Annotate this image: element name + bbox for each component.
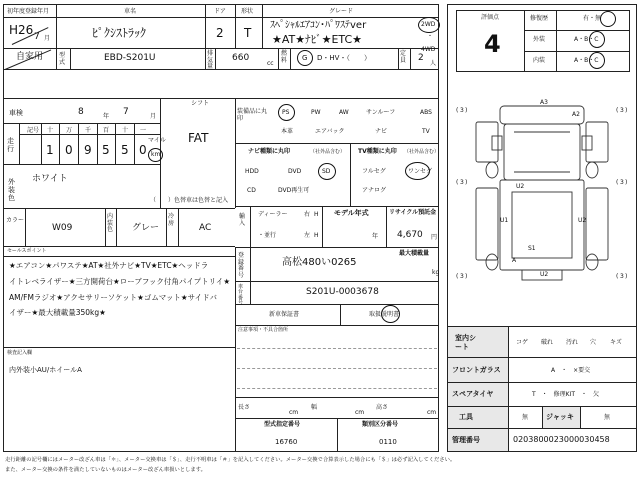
- svg-text:): ): [625, 107, 628, 114]
- first-reg-month: 7: [34, 32, 40, 42]
- interior-grade-circle: [589, 52, 605, 69]
- diagram-bracket-lt: (: [456, 107, 459, 114]
- grade-label: グレード: [329, 8, 354, 15]
- height-unit: cm: [427, 409, 437, 416]
- diagram-mark-u2b: U2: [516, 183, 525, 190]
- diagram-right-mirror: [582, 136, 592, 150]
- jack-label: ジャッキ: [546, 413, 574, 421]
- navi-dvd-play: DVD再生可: [278, 187, 310, 194]
- navi-sd: SD: [322, 168, 331, 175]
- import-h1: H: [314, 211, 319, 218]
- cc-unit: cc: [267, 60, 274, 67]
- footer-line-1: 走行距離の記号欄にはメーター改ざん車は「＊」、メーター交換車は「＄」、走行不明車は「＃」を記入してください。メーター交換で合算表示した場合にも「＄」は必ず記入してください。: [5, 457, 456, 463]
- recycle-yen: 円: [431, 234, 438, 241]
- tv-title: TV種類に丸印: [358, 148, 397, 155]
- usage: 自家用: [16, 52, 44, 62]
- inspection-year: 8: [78, 107, 84, 117]
- diagram-bracket-lb: (: [456, 273, 459, 280]
- diagram-mark-s1: S1: [528, 245, 536, 252]
- diagram-lr-wheel: [486, 254, 498, 270]
- diagram-right-front-door: [586, 122, 608, 162]
- door-label: ドア: [214, 8, 226, 15]
- mileage-digit-5: 0: [139, 143, 147, 157]
- first-reg-month-unit: 月: [44, 35, 51, 42]
- diagram-left-front-door: [476, 122, 498, 162]
- equip-ps: PS: [282, 109, 290, 116]
- mileage-digit-1: 0: [65, 143, 73, 157]
- svg-text:): ): [625, 273, 628, 280]
- repair-label: 修復歴: [530, 15, 549, 22]
- equip-aw: AW: [339, 109, 349, 116]
- diagram-left-mirror: [492, 136, 502, 150]
- notes-label: 注意事項・不具合箇所: [238, 327, 289, 333]
- model-value: EBD-S201U: [104, 53, 156, 63]
- import-label: 輸入: [239, 213, 246, 228]
- svg-text:3: 3: [460, 179, 464, 186]
- fuel-g: G: [302, 54, 308, 62]
- seat-item-4: キズ: [610, 339, 622, 346]
- first-reg-label: 初年度登録年月: [7, 8, 50, 15]
- inspector-note: 内外装小AU/ホイールA: [9, 366, 82, 374]
- diagram-mark-a3: A3: [540, 99, 548, 106]
- shift-value: FAT: [188, 131, 209, 145]
- repair-options: 有・無: [583, 15, 602, 22]
- inspection-month-unit: 月: [150, 113, 157, 120]
- drive-4wd: 4WD: [421, 46, 436, 53]
- color-change-note: （ ）色替車は色替と記入: [150, 197, 229, 204]
- sales-point-line-3: AM/FMラジオ★アクセサリーソケット★ゴムマット★サイドバ: [9, 293, 217, 302]
- displacement-value: 660: [232, 53, 250, 63]
- mileage-digit-2: 9: [84, 143, 92, 157]
- navi-sub: （社外品含む）: [310, 149, 346, 155]
- width-label: 幅: [311, 404, 318, 411]
- score-value: 4: [484, 30, 501, 58]
- diagram-mark-a: A: [512, 257, 517, 264]
- tools-value: 無: [522, 414, 529, 421]
- svg-text:3: 3: [460, 273, 464, 280]
- digit-h-5: 一: [140, 127, 147, 134]
- glass-options: A ・ ×要交: [551, 367, 591, 374]
- navi-title: ナビ種類に丸印: [248, 148, 291, 155]
- diagram-left-bed-side: [476, 188, 498, 260]
- diagram-bracket-rm: (: [616, 179, 619, 186]
- tools-label: 工具: [459, 413, 473, 421]
- length-unit: cm: [289, 409, 299, 416]
- capacity-value: 2: [418, 53, 424, 63]
- svg-text:): ): [465, 273, 468, 280]
- equip-pw: PW: [311, 109, 321, 116]
- exterior-label: 外装色: [8, 178, 15, 203]
- inspection-month: 7: [123, 107, 129, 117]
- ac-label: 冷房: [168, 213, 175, 227]
- seat-item-2: 汚れ: [566, 339, 579, 346]
- fuel-label: 燃料: [281, 50, 288, 64]
- max-load-label: 最大積載量: [399, 250, 430, 257]
- length-label: 長さ: [238, 404, 251, 411]
- door-count: 2: [216, 26, 224, 40]
- equip-navi: ナビ: [375, 128, 388, 135]
- glass-label: フロントガラス: [452, 366, 501, 374]
- digit-h-3: 百: [103, 127, 110, 134]
- shape-label: 形状: [241, 8, 254, 15]
- shape-value: T: [244, 26, 252, 40]
- color-code: W09: [52, 223, 73, 233]
- car-name: ﾋﾟｸｼｽﾄﾗｯｸ: [92, 26, 147, 40]
- vehicle-damage-diagram: [452, 92, 634, 286]
- mgmt-number: 0203800023000030458: [513, 435, 610, 444]
- inspection-label: 車検: [9, 109, 23, 117]
- model-label: 型式: [59, 52, 66, 66]
- height-label: 高さ: [376, 404, 389, 411]
- ac-value: AC: [199, 223, 212, 233]
- shift-label: シフト: [191, 100, 210, 107]
- interior-grade-options: A・B・C: [574, 57, 599, 64]
- exterior-color: ホワイト: [32, 174, 68, 184]
- diagram-mark-u2c: U2: [540, 271, 549, 278]
- grade-line1: ｽﾍﾟｼｬﾙｴｱｺﾝ･ﾊﾟﾜｽﾃver: [270, 20, 367, 31]
- navi-dvd: DVD: [288, 168, 302, 175]
- inspection-year-unit: 年: [103, 113, 110, 120]
- inspector-label: 検査記入欄: [7, 350, 33, 356]
- model-year-unit: 年: [372, 233, 379, 240]
- sales-point-line-2: イトレベライザー★三方開荷台★ローブフック付角パイプトリイ★: [9, 277, 231, 286]
- first-reg-year: H26: [9, 23, 34, 37]
- equip-abs: ABS: [420, 109, 432, 116]
- exterior-grade-label: 外装: [533, 36, 546, 43]
- digit-h-1: 万: [66, 127, 73, 134]
- grade-line2: ★AT★ﾅﾋﾞ★ETC★: [272, 33, 363, 46]
- interior-label: 内装色: [107, 213, 114, 234]
- score-label: 評価点: [481, 14, 500, 21]
- equipment-label: 装備品に丸印: [237, 108, 268, 123]
- exterior-grade-options: A・B・C: [574, 36, 599, 43]
- svg-text:): ): [465, 179, 468, 186]
- spare-label: スペアタイヤ: [452, 390, 494, 398]
- category-number: 0110: [379, 438, 397, 446]
- mileage-digit-4: 5: [121, 143, 129, 157]
- svg-text:): ): [465, 107, 468, 114]
- chassis-number: S201U-0003678: [306, 287, 379, 297]
- diagram-rr-wheel: [586, 254, 598, 270]
- tv-oneseg: ワンセグ: [408, 168, 433, 175]
- record-label: 記号: [27, 127, 40, 134]
- tv-sub: （社外品含む）: [404, 149, 440, 155]
- jack-value: 無: [604, 414, 611, 421]
- svg-text:): ): [625, 179, 628, 186]
- sales-point-line-4: イザー★最大積載量350kg★: [9, 308, 106, 317]
- displacement-label: 排気量: [207, 50, 214, 71]
- diagram-rf-wheel: [586, 162, 598, 178]
- sales-point-line-1: ★エアコン★パワステ★AT★社外ナビ★TV★ETC★ヘッドラ: [9, 261, 209, 270]
- digit-h-4: 十: [122, 127, 129, 134]
- manual: 取扱説明書: [369, 311, 400, 318]
- diagram-right-bed-side: [586, 188, 608, 260]
- svg-text:3: 3: [460, 107, 464, 114]
- car-name-label: 車名: [124, 8, 137, 15]
- diagram-bracket-rt: (: [616, 107, 619, 114]
- interior-color: グレー: [132, 223, 160, 233]
- digit-h-2: 千: [85, 127, 92, 134]
- mileage-label: 走行: [7, 137, 14, 153]
- width-unit: cm: [355, 409, 365, 416]
- diagram-mark-u1: U1: [500, 217, 509, 224]
- svg-text:3: 3: [620, 273, 624, 280]
- import-parallel: ・並行: [258, 232, 277, 239]
- equip-tv: TV: [422, 128, 430, 135]
- sales-point-label: セールスポイント: [7, 248, 47, 254]
- navi-hdd: HDD: [245, 168, 259, 175]
- category-number-label: 類別区分番号: [362, 421, 399, 428]
- diagram-bracket-rb: (: [616, 273, 619, 280]
- import-left: 左: [304, 232, 311, 239]
- interior-grade-label: 内装: [533, 57, 546, 64]
- diagram-mark-u2a: U2: [578, 217, 587, 224]
- spare-options: T ・ 修理KIT ・ 欠: [532, 391, 600, 398]
- km-label: km: [151, 151, 161, 158]
- chassis-label: 車台番号: [238, 284, 244, 306]
- mileage-digit-3: 5: [102, 143, 110, 157]
- navi-cd: CD: [247, 187, 256, 194]
- import-right: 右: [304, 211, 311, 218]
- diagram-mark-a2: A2: [572, 111, 580, 118]
- tv-analog: アナログ: [362, 187, 387, 194]
- recycle-label: リサイクル預託金: [389, 209, 437, 216]
- seat-item-1: 破れ: [541, 339, 554, 346]
- repair-none-circle: [600, 11, 616, 27]
- seat-label: 室内シート: [455, 334, 476, 352]
- model-year-label: モデル年式: [334, 209, 369, 217]
- seat-item-3: 穴: [590, 339, 597, 346]
- diagram-lf-wheel: [486, 162, 498, 178]
- svg-text:3: 3: [620, 179, 624, 186]
- equip-sunroof: サンルーフ: [366, 109, 396, 116]
- type-number: 16760: [275, 438, 298, 446]
- capacity-unit: 人: [430, 60, 437, 67]
- registration-label: 登録番号: [238, 252, 245, 279]
- mile-label: マイル: [148, 137, 166, 144]
- digit-h-0: 十: [47, 127, 54, 134]
- import-dealer: ディーラー: [258, 211, 288, 218]
- equip-leather: 本革: [281, 128, 294, 135]
- registration-number: 高松480い0265: [282, 257, 357, 268]
- exterior-grade-circle: [589, 31, 605, 48]
- drive-2wd: 2WD: [421, 21, 436, 28]
- tv-fullseg: フルセグ: [362, 168, 386, 175]
- capacity-label: 定員: [400, 50, 407, 64]
- recycle-value: 4,670: [397, 230, 423, 240]
- drive-dot: ・: [427, 33, 434, 40]
- color-code-label: カラー: [6, 217, 25, 224]
- footer-line-2: また、メーター交換の条件を満たしていないものはメーター改ざん車扱いとします。: [5, 467, 206, 473]
- type-number-label: 型式指定番号: [264, 421, 301, 428]
- max-load-unit: kg: [432, 269, 440, 276]
- mileage-digit-0: 1: [46, 143, 54, 157]
- fuel-options: D・HV・（ ）: [317, 54, 371, 62]
- equip-airbag: エアバック: [315, 128, 345, 135]
- svg-text:3: 3: [620, 107, 624, 114]
- import-h2: H: [314, 232, 319, 239]
- new-warranty: 新車保証書: [269, 311, 300, 318]
- mgmt-label: 管理番号: [452, 436, 480, 444]
- diagram-bracket-lm: (: [456, 179, 459, 186]
- seat-item-0: コゲ: [516, 339, 529, 346]
